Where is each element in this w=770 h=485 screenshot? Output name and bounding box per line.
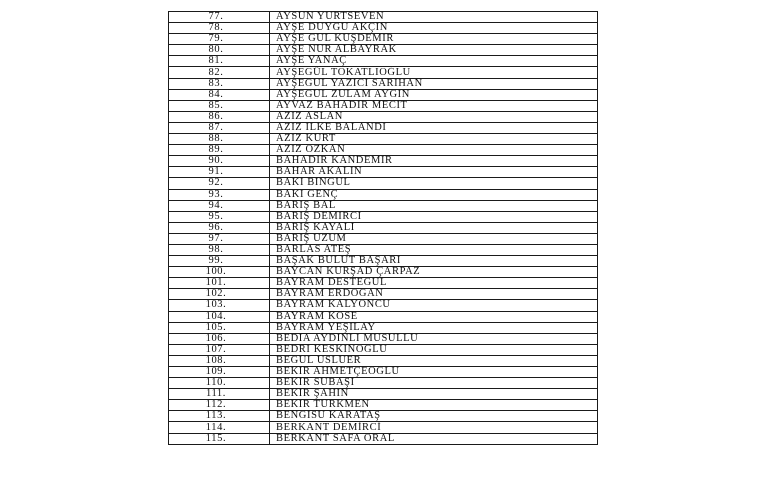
row-number: 114. [169, 422, 270, 433]
table-row [169, 178, 598, 189]
row-number: 90. [169, 156, 270, 167]
person-name: AYVAZ BAHADIR MECİT [270, 100, 598, 111]
row-number: 80. [169, 45, 270, 56]
person-name: BEKİR TÜRKMEN [270, 400, 598, 411]
table-row [169, 200, 598, 211]
person-name: AZİZ İLKE BALANDI [270, 122, 598, 133]
table-row [169, 300, 598, 311]
row-number: 82. [169, 67, 270, 78]
row-number: 88. [169, 134, 270, 145]
person-name: BAYRAM KALYONCU [270, 300, 598, 311]
table-row [169, 67, 598, 78]
person-name: BAYRAM ERDOĞAN [270, 289, 598, 300]
person-name: AZİZ KURT [270, 134, 598, 145]
table-row [169, 211, 598, 222]
table-row [169, 56, 598, 67]
table-row [169, 156, 598, 167]
person-name: BAKİ BİNGÜL [270, 178, 598, 189]
person-name: BAYRAM YEŞİLAY [270, 322, 598, 333]
table-row [169, 367, 598, 378]
person-name: AYŞE DUYGU AKÇIN [270, 23, 598, 34]
row-number: 101. [169, 278, 270, 289]
person-name: AZİZ ÖZKAN [270, 145, 598, 156]
row-number: 108. [169, 355, 270, 366]
row-number: 113. [169, 411, 270, 422]
person-name: BEDRİ KESKİNOĞLU [270, 344, 598, 355]
person-name: AYŞEGÜL YAZICI SARIHAN [270, 78, 598, 89]
table-row [169, 145, 598, 156]
row-number: 103. [169, 300, 270, 311]
person-name: BEKİR SUBAŞI [270, 378, 598, 389]
person-name: BERKANT DEMİRCİ [270, 422, 598, 433]
person-name: BEGÜL USLUER [270, 355, 598, 366]
row-number: 104. [169, 311, 270, 322]
row-number: 78. [169, 23, 270, 34]
table-row [169, 23, 598, 34]
table-row [169, 244, 598, 255]
person-name: BAYCAN KÜRŞAD ÇARPAZ [270, 267, 598, 278]
person-name: BERKANT SAFA ORAL [270, 433, 598, 444]
table-row [169, 34, 598, 45]
person-name: BAHADIR KANDEMİR [270, 156, 598, 167]
row-number: 93. [169, 189, 270, 200]
row-number: 79. [169, 34, 270, 45]
row-number: 85. [169, 100, 270, 111]
person-name: BAYRAM KÖSE [270, 311, 598, 322]
row-number: 86. [169, 111, 270, 122]
person-name: BARIŞ ÜZÜM [270, 233, 598, 244]
person-name: AZİZ ASLAN [270, 111, 598, 122]
row-number: 105. [169, 322, 270, 333]
table-row [169, 45, 598, 56]
table-row [169, 122, 598, 133]
row-number: 89. [169, 145, 270, 156]
table-row [169, 311, 598, 322]
person-name: BAYRAM DESTEGÜL [270, 278, 598, 289]
person-name: BAŞAK BULUT BAŞARI [270, 256, 598, 267]
table-row [169, 100, 598, 111]
table-body [169, 12, 598, 445]
person-name: BENGİSU KARATAŞ [270, 411, 598, 422]
table-row [169, 344, 598, 355]
person-name: BEDİA AYDINLI MUSULLU [270, 333, 598, 344]
row-number: 83. [169, 78, 270, 89]
table-row [169, 333, 598, 344]
row-number: 87. [169, 122, 270, 133]
person-name: BARIŞ KAYALI [270, 222, 598, 233]
table-row [169, 433, 598, 444]
row-number: 94. [169, 200, 270, 211]
row-number: 96. [169, 222, 270, 233]
person-name: AYŞE NUR ALBAYRAK [270, 45, 598, 56]
row-number: 115. [169, 433, 270, 444]
person-name: BAHAR AKALIN [270, 167, 598, 178]
row-number: 107. [169, 344, 270, 355]
table-row [169, 256, 598, 267]
table-row [169, 267, 598, 278]
row-number: 81. [169, 56, 270, 67]
table-row [169, 12, 598, 23]
table-row [169, 389, 598, 400]
table-row [169, 78, 598, 89]
row-number: 91. [169, 167, 270, 178]
table-row [169, 400, 598, 411]
person-name: AYŞE YANAÇ [270, 56, 598, 67]
table-row [169, 322, 598, 333]
table-row [169, 189, 598, 200]
table-row [169, 411, 598, 422]
table-row [169, 355, 598, 366]
person-name: AYSUN YURTSEVEN [270, 12, 598, 23]
person-name: BEKİR ŞAHİN [270, 389, 598, 400]
table-row [169, 233, 598, 244]
row-number: 98. [169, 244, 270, 255]
row-number: 100. [169, 267, 270, 278]
table-row [169, 278, 598, 289]
row-number: 111. [169, 389, 270, 400]
row-number: 92. [169, 178, 270, 189]
person-name: BARIŞ BAL [270, 200, 598, 211]
table-row [169, 89, 598, 100]
row-number: 109. [169, 367, 270, 378]
table-row [169, 167, 598, 178]
table-row [169, 289, 598, 300]
row-number: 106. [169, 333, 270, 344]
name-list-table [168, 11, 598, 445]
row-number: 99. [169, 256, 270, 267]
person-name: AYŞE GÜL KUŞDEMİR [270, 34, 598, 45]
person-name: BEKİR AHMETÇEOĞLU [270, 367, 598, 378]
person-name: AYŞEGÜL ZÜLAM AYĞIN [270, 89, 598, 100]
person-name: BARLAS ATEŞ [270, 244, 598, 255]
row-number: 110. [169, 378, 270, 389]
row-number: 97. [169, 233, 270, 244]
table-row [169, 422, 598, 433]
table-row [169, 111, 598, 122]
table-row [169, 134, 598, 145]
table-row [169, 222, 598, 233]
row-number: 102. [169, 289, 270, 300]
person-name: AYŞEGÜL TOKATLIOĞLU [270, 67, 598, 78]
row-number: 84. [169, 89, 270, 100]
person-name: BARIŞ DEMİRCİ [270, 211, 598, 222]
table-row [169, 378, 598, 389]
row-number: 95. [169, 211, 270, 222]
row-number: 77. [169, 12, 270, 23]
row-number: 112. [169, 400, 270, 411]
person-name: BAKİ GENÇ [270, 189, 598, 200]
